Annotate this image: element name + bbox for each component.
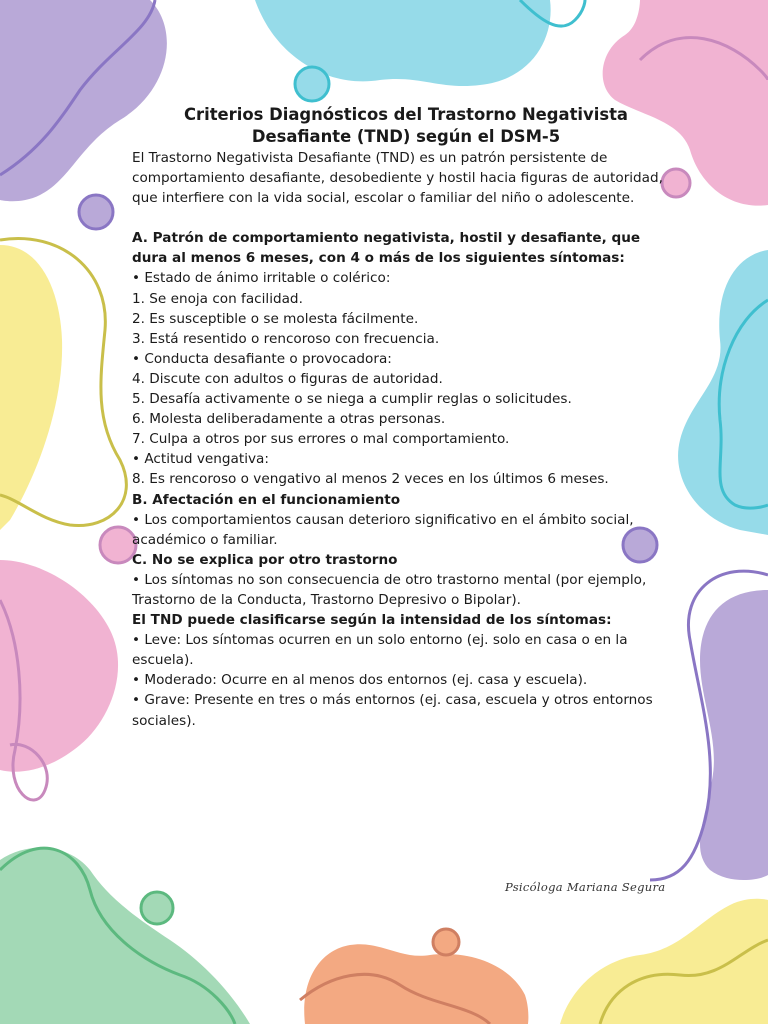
list-item: 7. Culpa a otros por sus errores o mal comportamiento. [132,431,510,448]
intro-paragraph: El Trastorno Negativista Desafiante (TND) es un patrón persistente de comportamiento desafiante, desobediente y hostil hacia figuras de autoridad, que interfiere con la vida social, escolar o familiar del niño o adolescente. [132,150,663,207]
cyan-ring-top [295,67,329,101]
list-item: 6. Molesta deliberadamente a otras personas. [132,411,446,428]
purple-ring-left [79,195,113,229]
severity-item: • Leve: Los síntomas ocurren en un solo entorno (ej. solo en casa o en la escuela). [132,632,628,669]
section-c-heading: C. No se explica por otro trastorno [132,551,398,568]
yellow-blob-left [0,245,62,530]
list-item: 5. Desafía activamente o se niega a cumplir reglas o solicitudes. [132,391,572,408]
list-item: 1. Se enoja con facilidad. [132,290,303,307]
list-item: 2. Es susceptible o se molesta fácilmente. [132,310,419,327]
list-item: • Actitud vengativa: [132,451,269,468]
yellow-blob-bottom-right [560,899,768,1024]
severity-item: • Moderado: Ocurre en al menos dos entornos (ej. casa y escuela). [132,672,588,689]
green-ring-bottom [141,892,173,924]
section-b-text: • Los comportamientos causan deterioro significativo en el ámbito social, académico o familiar. [132,511,634,548]
list-item: • Conducta desafiante o provocadora: [132,350,392,367]
document-title: Criterios Diagnósticos del Trastorno Negativista Desafiante (TND) según el DSM-5 [183,105,628,146]
orange-blob-bottom [304,944,528,1024]
severity-item: • Grave: Presente en tres o más entornos (ej. casa, escuela y otros entornos sociales). [132,692,653,729]
green-blob-bottom-left [0,848,250,1024]
section-a-heading: A. Patrón de comportamiento negativista, hostil y desafiante, que dura al menos 6 meses, con 4 o más de los siguientes síntomas: [132,230,641,267]
list-item: 4. Discute con adultos o figuras de autoridad. [132,370,443,387]
list-item: 8. Es rencoroso o vengativo al menos 2 veces en los últimos 6 meses. [132,471,609,488]
list-item: • Estado de ánimo irritable o colérico: [132,270,391,287]
author-signature: Psicóloga Mariana Segura [505,880,666,894]
purple-blob-right [700,590,768,880]
severity-heading: El TND puede clasificarse según la intensidad de los síntomas: [132,612,612,629]
list-item: 3. Está resentido o rencoroso con frecuencia. [132,330,440,347]
pink-ring-left [100,527,136,563]
section-b-heading: B. Afectación en el funcionamiento [132,491,401,508]
orange-ring-bottom [433,929,459,955]
section-c-text: • Los síntomas no son consecuencia de otro trastorno mental (por ejemplo, Trastorno de la Conducta, Trastorno Depresivo o Bipolar). [132,571,647,608]
document-body [132,104,680,731]
section-a-list [132,268,680,489]
